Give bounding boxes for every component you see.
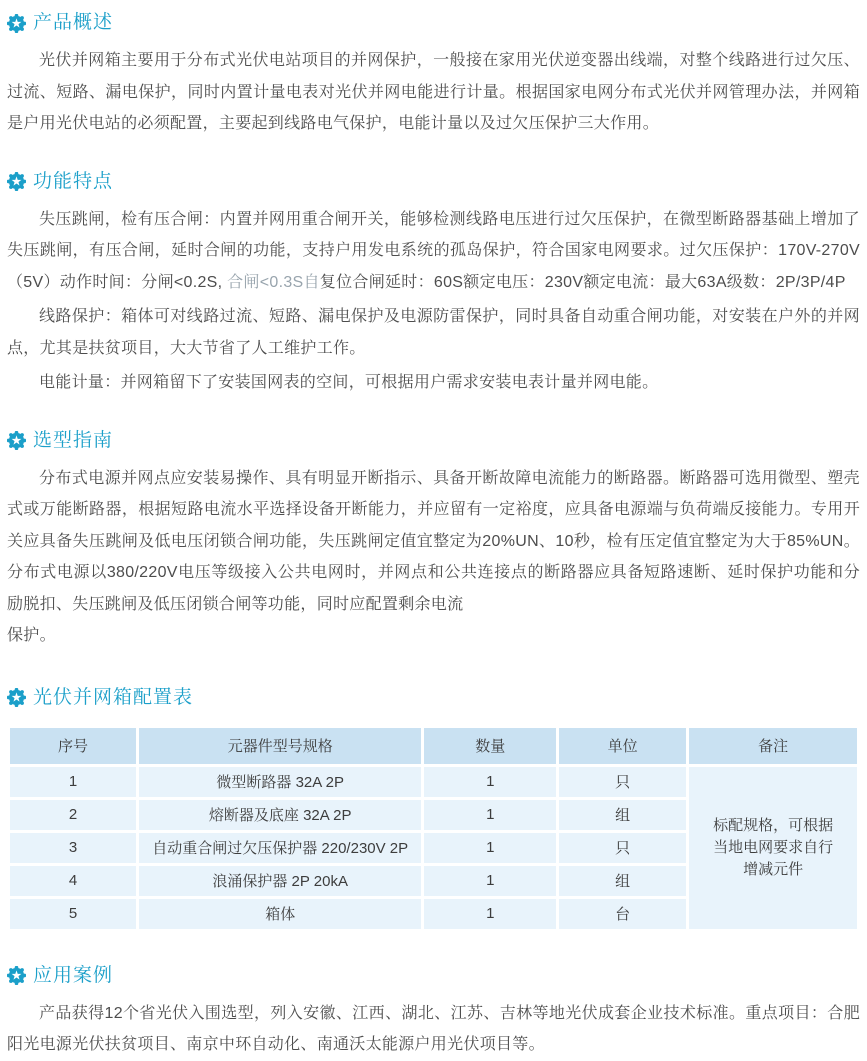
cell-qty: 1 xyxy=(424,800,556,830)
cell-qty: 1 xyxy=(424,833,556,863)
section-heading xyxy=(7,964,860,988)
features-paragraph-1 xyxy=(7,204,860,299)
configuration-table xyxy=(7,725,860,932)
section-heading xyxy=(7,429,860,453)
cell-unit: 只 xyxy=(559,833,686,863)
selection-p1-text: 分布式电源并网点应安装易操作、具有明显开断指示、具备开断故障电流能力的断路器。断路器可选用微型、塑壳式或万能断路器，根据短路电流水平选择设备开断能力，并应留有一定裕度，应具备电源端与负荷端反接能力。专用开关应具备失压跳闸及低电压闭锁合闸功能，失压跳闸定值宜整定为20%UN、10秒，检有压定值宜整定为大于85%UN。 分布式电源以380/220V电压等级接入公共电网时，并网点和公共连接点的断路器应具备短路速断、延时保护功能和分励脱扣、失压跳闸及低压闭锁合闸等功能，同时应配置剩余电流 xyxy=(7,469,860,613)
cases-paragraph: 产品获得12个省光伏入围选型，列入安徽、江西、湖北、江苏、吉林等地光伏成套企业技术标准。重点项目：合肥阳光电源光伏扶贫项目、南京中环自动化、南通沃太能源户用光伏项目等。 xyxy=(7,1004,860,1053)
gear-star-badge-icon xyxy=(7,688,26,707)
gear-star-badge-icon xyxy=(7,431,26,450)
table-header-qty: 数量 xyxy=(424,728,556,764)
section-title: 光伏并网箱配置表 xyxy=(33,686,194,708)
gear-star-badge-icon xyxy=(7,172,26,191)
table-row xyxy=(10,767,857,797)
table-header-remark: 备注 xyxy=(689,728,857,764)
cell-unit: 台 xyxy=(559,899,686,929)
section-selection-guide xyxy=(7,429,860,652)
overview-paragraph: 光伏并网箱主要用于分布式光伏电站项目的并网保护，一般接在家用光伏逆变器出线端，对整个线路进行过欠压、过流、短路、漏电保护，同时内置计量电表对光伏并网电能进行计量。根据国家电网分布式光伏并网管理办法，并网箱是户用光伏电站的必须配置，主要起到线路电气保护，电能计量以及过欠压保护三大作用。 xyxy=(7,52,860,132)
cell-qty: 1 xyxy=(424,866,556,896)
cell-unit: 组 xyxy=(559,866,686,896)
remark-line: 当地电网要求自行 xyxy=(713,838,834,856)
section-product-overview xyxy=(7,11,860,140)
cell-spec: 箱体 xyxy=(139,899,421,929)
section-title: 选型指南 xyxy=(33,429,114,451)
features-paragraph-2: 线路保护：箱体可对线路过流、短路、漏电保护及电源防雷保护，同时具备自动重合闸功能，对安装在户外的并网点，尤其是扶贫项目，大大节省了人工维护工作。 xyxy=(7,308,860,357)
features-p1-text: 失压跳闸，检有压合闸：内置并网用重合闸开关，能够检测线路电压进行过欠压保护，在微型断路器基础上增加了失压跳闸，有压合闸，延时合闸的功能，支持户用发电系统的孤岛保护，符合国家电网要求。过欠压保护：170V-270V（5V）动作时间：分闸<0.2S, xyxy=(7,210,860,291)
cell-spec: 自动重合闸过欠压保护器 220/230V 2P xyxy=(139,833,421,863)
gear-star-badge-icon xyxy=(7,966,26,985)
section-title: 产品概述 xyxy=(33,12,114,33)
cell-index: 1 xyxy=(10,767,136,797)
cell-remark-merged xyxy=(689,767,857,929)
selection-p1-tail-text: 保护。 xyxy=(7,627,56,644)
cell-index: 2 xyxy=(10,800,136,830)
cell-spec: 浪涌保护器 2P 20kA xyxy=(139,866,421,896)
remark-line: 增减元件 xyxy=(743,860,804,878)
gear-star-badge-icon xyxy=(7,14,26,33)
remark-line: 标配规格，可根据 xyxy=(713,816,834,834)
cell-qty: 1 xyxy=(424,767,556,797)
section-application-cases xyxy=(7,964,860,1061)
table-header-row xyxy=(10,728,857,764)
cell-unit: 只 xyxy=(559,767,686,797)
cell-index: 5 xyxy=(10,899,136,929)
table-header-unit: 单位 xyxy=(559,728,686,764)
section-heading xyxy=(7,686,860,710)
cell-unit: 组 xyxy=(559,800,686,830)
section-features xyxy=(7,170,860,399)
table-header-index: 序号 xyxy=(10,728,136,764)
cell-qty: 1 xyxy=(424,899,556,929)
section-heading xyxy=(7,170,860,194)
features-p1-light-text: 合闸<0.3S自 xyxy=(227,273,320,291)
table-header-spec: 元器件型号规格 xyxy=(139,728,421,764)
cell-spec: 熔断器及底座 32A 2P xyxy=(139,800,421,830)
cell-index: 3 xyxy=(10,833,136,863)
section-title: 应用案例 xyxy=(33,964,114,986)
features-paragraph-3: 电能计量：并网箱留下了安装国网表的空间，可根据用户需求安装电表计量并网电能。 xyxy=(39,374,659,391)
section-title: 功能特点 xyxy=(33,170,114,192)
cell-spec: 微型断路器 32A 2P xyxy=(139,767,421,797)
cell-index: 4 xyxy=(10,866,136,896)
section-heading xyxy=(7,11,860,35)
features-p1-tail-text: 复位合闸延时：60S额定电压：230V额定电流：最大63A级数：2P/3P/4P xyxy=(319,273,846,291)
section-configuration-table xyxy=(7,686,860,932)
selection-paragraph xyxy=(7,463,860,652)
